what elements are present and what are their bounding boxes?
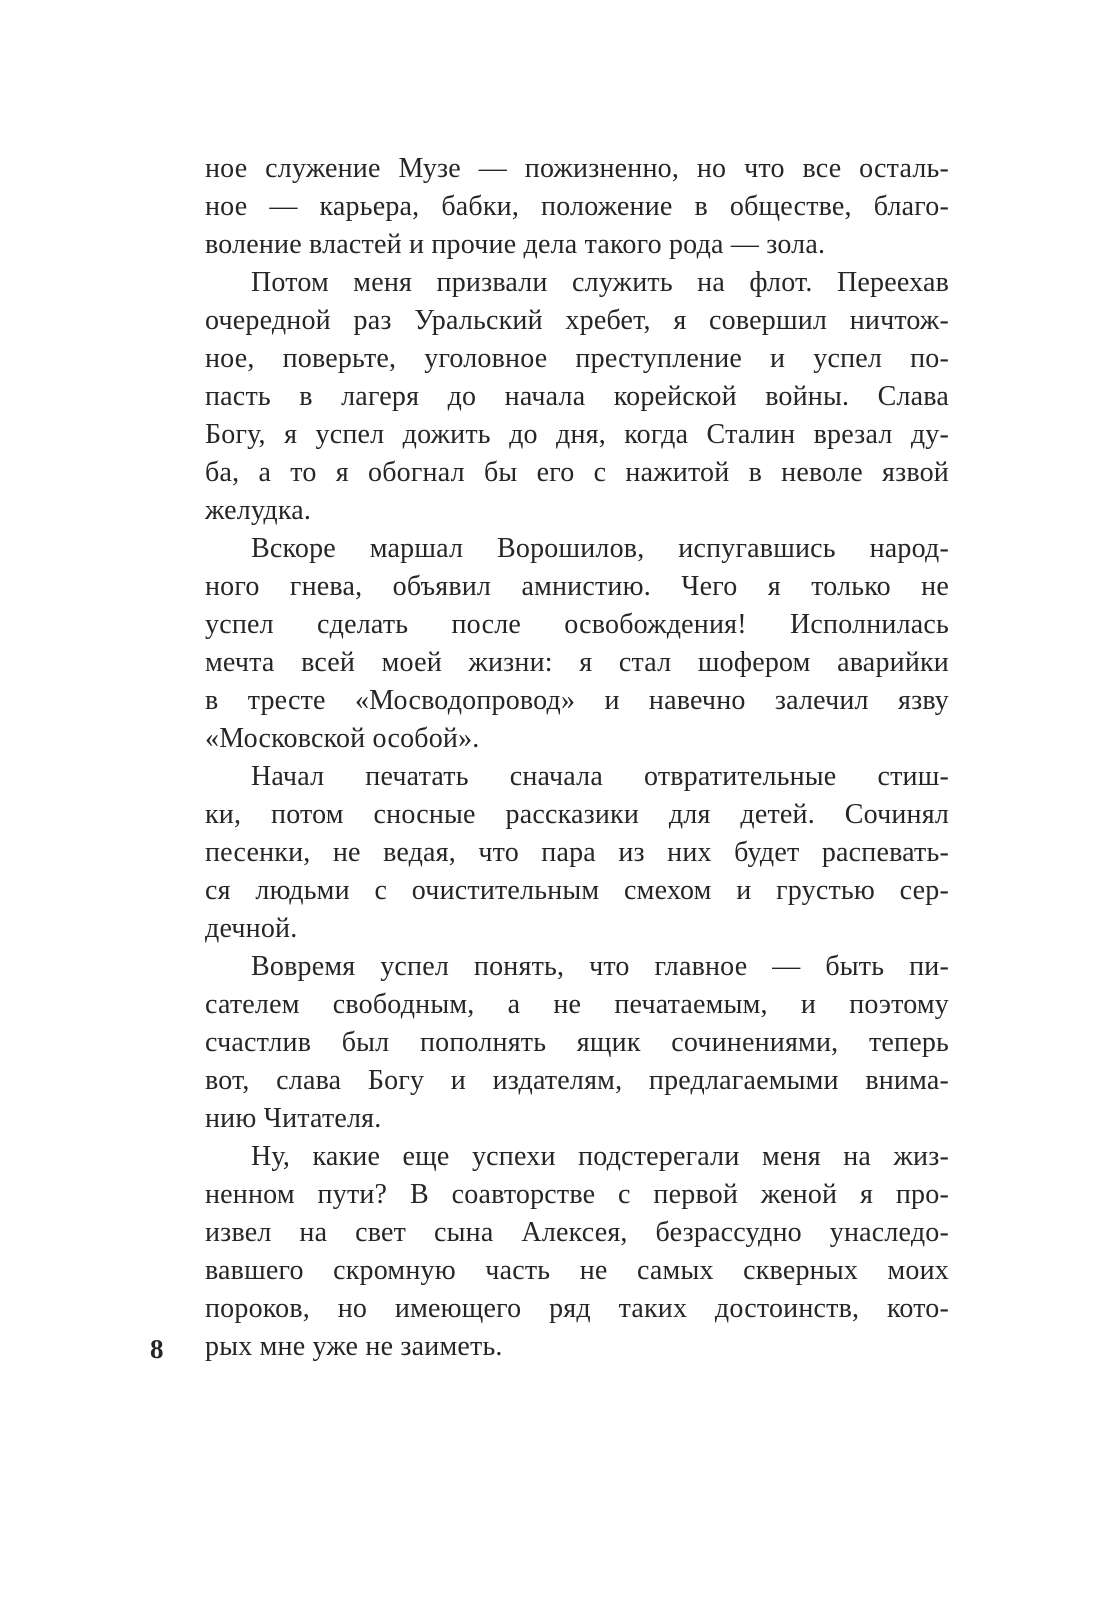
text-line: мечта всей моей жизни: я стал шофером аварийки: [205, 647, 949, 678]
text-line: ное — карьера, бабки, положение в обществе, благо-: [205, 191, 949, 222]
text-line: Богу, я успел дожить до дня, когда Сталин врезал ду-: [205, 419, 949, 450]
paragraph: [205, 1138, 949, 1366]
text-line: в тресте «Мосводопровод» и навечно залечил язву: [205, 685, 949, 716]
text-line: воление властей и прочие дела такого рода — зола.: [205, 229, 826, 260]
text-line: Потом меня призвали служить на флот. Переехав: [251, 267, 949, 298]
text-line: ба, а то я обогнал бы его с нажитой в неволе язвой: [205, 457, 949, 488]
text-line: рых мне уже не заиметь.: [205, 1331, 503, 1362]
text-line: Вовремя успел понять, что главное — быть пи-: [251, 951, 949, 982]
text-line: пасть в лагеря до начала корейской войны. Слава: [205, 381, 949, 412]
text-line: счастлив был пополнять ящик сочинениями, теперь: [205, 1027, 949, 1058]
text-line: очередной раз Уральский хребет, я совершил ничтож-: [205, 305, 949, 336]
text-line: ки, потом сносные рассказики для детей. Сочинял: [205, 799, 949, 830]
text-line: пороков, но имеющего ряд таких достоинств, кото-: [205, 1293, 949, 1324]
text-line: сателем свободным, а не печатаемым, и поэтому: [205, 989, 949, 1020]
text-line: вот, слава Богу и издателям, предлагаемыми внима-: [205, 1065, 949, 1096]
text-line: Начал печатать сначала отвратительные стиш-: [251, 761, 949, 792]
paragraph: [205, 530, 949, 758]
text-line: ненном пути? В соавторстве с первой женой я про-: [205, 1179, 949, 1210]
text-line: успел сделать после освобождения! Исполнилась: [205, 609, 949, 640]
text-line: Ну, какие еще успехи подстерегали меня на жиз-: [251, 1141, 949, 1172]
paragraph: [205, 150, 949, 264]
text-line: извел на свет сына Алексея, безрассудно унаследо-: [205, 1217, 949, 1248]
text-line: желудка.: [205, 495, 312, 526]
text-line: «Московской особой».: [205, 723, 480, 754]
paragraph: [205, 758, 949, 948]
text-line: Вскоре маршал Ворошилов, испугавшись народ-: [251, 533, 949, 564]
text-block: [205, 150, 949, 1366]
text-line: вавшего скромную часть не самых скверных моих: [205, 1255, 949, 1286]
text-line: ное служение Музе — пожизненно, но что все осталь-: [205, 153, 949, 184]
text-line: ного гнева, объявил амнистию. Чего я только не: [205, 571, 949, 602]
text-line: дечной.: [205, 913, 298, 944]
paragraph: [205, 948, 949, 1138]
text-line: нию Читателя.: [205, 1103, 382, 1134]
text-line: ное, поверьте, уголовное преступление и успел по-: [205, 343, 949, 374]
text-line: ся людьми с очистительным смехом и грустью сер-: [205, 875, 949, 906]
page-number: 8: [150, 1334, 164, 1364]
paragraph: [205, 264, 949, 530]
text-line: песенки, не ведая, что пара из них будет распевать-: [205, 837, 949, 868]
